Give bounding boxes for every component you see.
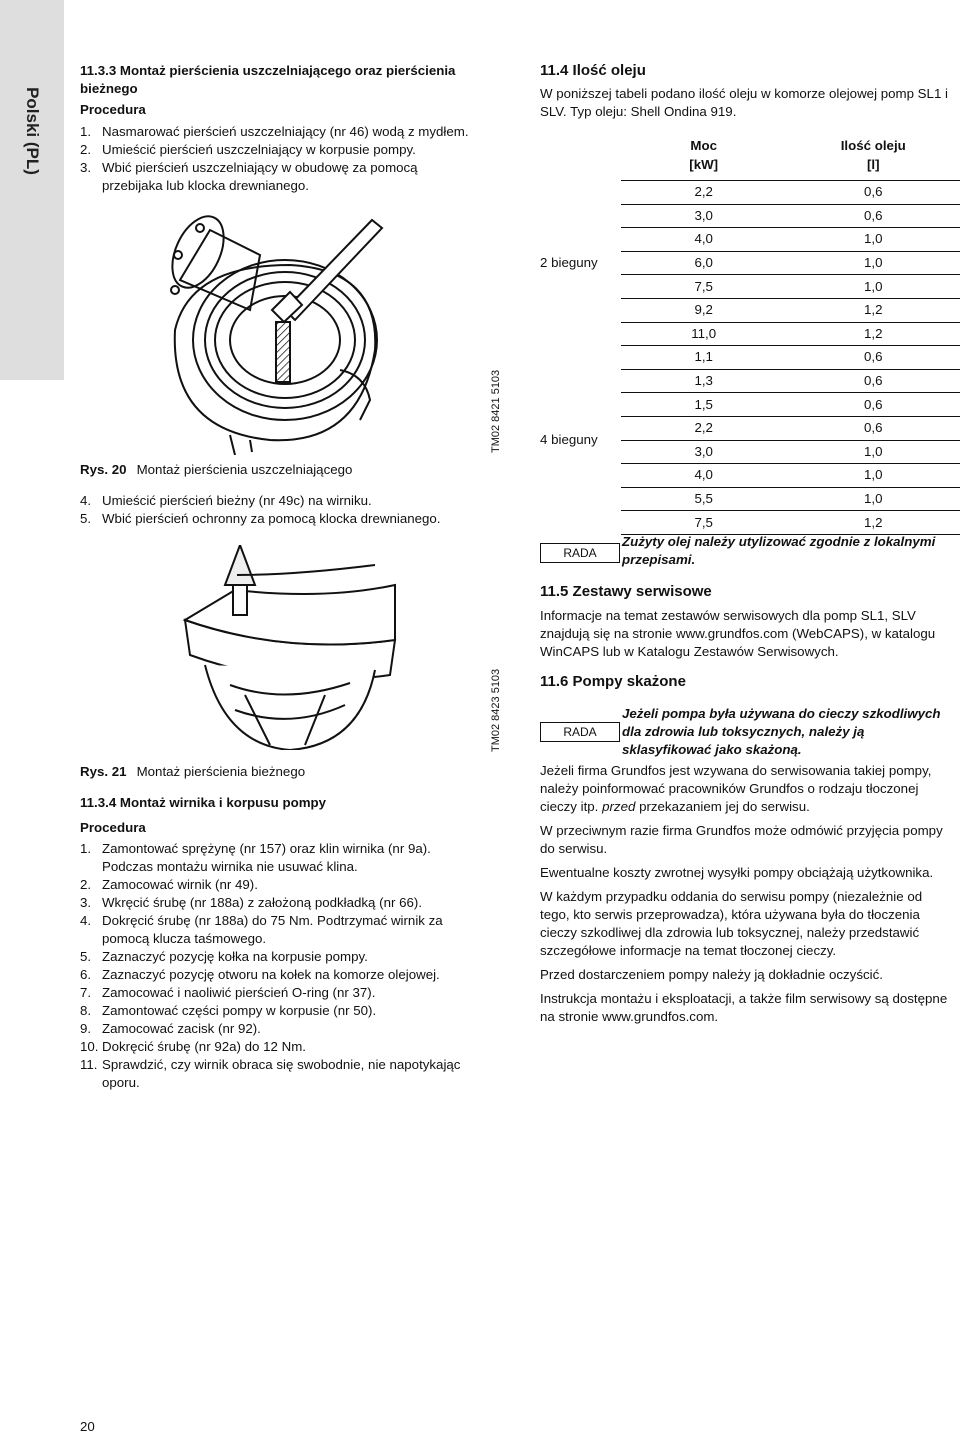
table-cell-oil: 0,6 <box>787 346 960 370</box>
list-item-number: 4. <box>80 493 92 508</box>
list-item <box>80 966 480 984</box>
list-item-number: 6. <box>80 967 92 982</box>
list-item-number: 8. <box>80 1003 92 1018</box>
section-11-6-title: 11.6 Pompy skażone <box>540 673 686 690</box>
table-cell-oil: 1,0 <box>787 228 960 252</box>
list-item <box>80 894 480 912</box>
list-item-number: 7. <box>80 985 92 1000</box>
figure-20-caption <box>80 461 352 479</box>
list-item-number: 1. <box>80 841 92 856</box>
list-item-text: Zamocować zacisk (nr 92). <box>102 1021 261 1036</box>
table-cell-power: 4,0 <box>621 464 787 488</box>
section-11-5-title: 11.5 Zestawy serwisowe <box>540 583 712 600</box>
steps-list-b <box>80 492 500 528</box>
table-cell-oil: 1,0 <box>787 275 960 299</box>
seal-ring-figure <box>150 210 430 455</box>
table-cell-power: 1,5 <box>621 393 787 417</box>
figure-20-code: TM02 8421 5103 <box>490 369 502 453</box>
table-cell-power: 2,2 <box>621 181 787 205</box>
rada-badge-1: RADA <box>540 543 620 563</box>
list-item-text: Dokręcić śrubę (nr 188a) do 75 Nm. Podtrzymać wirnik za pomocą klucza taśmowego. <box>102 913 443 946</box>
figure-21-text: Montaż pierścienia bieżnego <box>136 764 306 779</box>
table-cell-power: 3,0 <box>621 440 787 464</box>
table-group-label: 4 bieguny <box>540 432 598 448</box>
table-cell-oil: 1,0 <box>787 251 960 275</box>
list-item <box>80 1038 480 1056</box>
paragraph-1: Jeżeli firma Grundfos jest wzywana do serwisowania takiej pompy, należy poinformować pracowników Grundfos o rodzaju tłoczonej cieczy itp. przed przekazaniem jej do serwisu. <box>540 763 932 814</box>
paragraph-6: Instrukcja montażu i eksploatacji, a także film serwisowy są dostępne na stronie www.grundfos.com. <box>540 991 948 1024</box>
language-tab-label: Polski (PL) <box>23 87 42 175</box>
table-cell-oil: 0,6 <box>787 393 960 417</box>
list-item-text: Zaznaczyć pozycję kołka na korpusie pompy. <box>102 949 368 964</box>
list-item-number: 1. <box>80 124 92 139</box>
list-item-text: Zaznaczyć pozycję otworu na kołek na komorze olejowej. <box>102 967 440 982</box>
list-item-text: Wbić pierścień ochronny za pomocą klocka drewnianego. <box>102 511 441 526</box>
list-item-number: 2. <box>80 877 92 892</box>
list-item-text: Zamocować wirnik (nr 49). <box>102 877 258 892</box>
list-item-number: 5. <box>80 511 92 526</box>
list-item <box>80 141 480 159</box>
list-item-number: 5. <box>80 949 92 964</box>
table-cell-power: 3,0 <box>621 204 787 228</box>
table-cell-oil: 0,6 <box>787 204 960 228</box>
table-header-oil: Ilość oleju [l] <box>840 138 906 172</box>
wear-ring-figure <box>175 545 405 750</box>
list-item-text: Wkręcić śrubę (nr 188a) z założoną podkładką (nr 66). <box>102 895 423 910</box>
paragraph-3: Ewentualne koszty zwrotnej wysyłki pompy obciążają użytkownika. <box>540 865 934 880</box>
rada-text-2: Jeżeli pompa była używana do cieczy szkodliwych dla zdrowia lub toksycznych, należy ją sklasyfikować jako skażoną. <box>622 706 941 757</box>
list-item <box>80 984 480 1002</box>
table-cell-oil: 0,6 <box>787 416 960 440</box>
rada-badge-2: RADA <box>540 722 620 742</box>
list-item-number: 11. <box>80 1057 98 1072</box>
table-cell-power: 7,5 <box>621 275 787 299</box>
list-item-number: 3. <box>80 160 92 175</box>
table-cell-oil: 0,6 <box>787 369 960 393</box>
section-11-4-title: 11.4 Ilość oleju <box>540 62 646 79</box>
list-item-number: 10. <box>80 1039 99 1054</box>
rada-text-1: Zużyty olej należy utylizować zgodnie z lokalnymi przepisami. <box>622 534 936 567</box>
list-item <box>80 123 480 141</box>
table-row <box>540 346 960 370</box>
list-item <box>80 1002 480 1020</box>
list-item <box>80 1056 480 1092</box>
table-cell-power: 5,5 <box>621 487 787 511</box>
list-item <box>80 492 500 510</box>
table-cell-oil: 1,0 <box>787 464 960 488</box>
table-group-label: 2 bieguny <box>540 255 598 271</box>
section-11-5-text: Informacje na temat zestawów serwisowych dla pomp SL1, SLV znajdują się na stronie www.grundfos.com (WebCAPS), w katalogu WinCAPS lub w Katalogu Zestawów Serwisowych. <box>540 608 936 659</box>
table-cell-power: 7,5 <box>621 511 787 535</box>
table-cell-oil: 1,2 <box>787 322 960 346</box>
oil-quantity-table <box>540 136 960 535</box>
section-11-3-3-title: 11.3.3 Montaż pierścienia uszczelniającego oraz pierścienia bieżnego <box>80 63 456 96</box>
table-cell-power: 11,0 <box>621 322 787 346</box>
list-item <box>80 159 480 195</box>
list-item-text: Umieścić pierścień bieżny (nr 49c) na wirniku. <box>102 493 372 508</box>
list-item-text: Sprawdzić, czy wirnik obraca się swobodnie, nie napotykając oporu. <box>102 1057 461 1090</box>
list-item-number: 9. <box>80 1021 92 1036</box>
paragraph-4: W każdym przypadku oddania do serwisu pompy (niezależnie od tego, kto serwis przeprowadza), która używana była do tłoczenia cieczy szkodliwej dla zdrowia lub toksycznej, należy przedstawić szczegółowe informacje na temat tłoczonej cieczy. <box>540 889 923 958</box>
list-item-text: Zamocować i naoliwić pierścień O-ring (nr 37). <box>102 985 376 1000</box>
list-item <box>80 948 480 966</box>
list-item-number: 3. <box>80 895 92 910</box>
steps-list-c <box>80 840 480 1092</box>
table-row <box>540 181 960 205</box>
list-item-text: Zamontować części pompy w korpusie (nr 50). <box>102 1003 377 1018</box>
list-item-number: 4. <box>80 913 92 928</box>
figure-20-label: Rys. 20 <box>80 462 127 477</box>
table-cell-power: 2,2 <box>621 416 787 440</box>
list-item-number: 2. <box>80 142 92 157</box>
page-number: 20 <box>80 1419 95 1434</box>
steps-list-a <box>80 123 480 195</box>
table-header-power: Moc [kW] <box>689 138 719 172</box>
figure-21-caption <box>80 763 305 781</box>
table-cell-oil: 0,6 <box>787 181 960 205</box>
list-item-text: Wbić pierścień uszczelniający w obudowę za pomocą przebijaka lub klocka drewnianego. <box>102 160 418 193</box>
table-cell-oil: 1,0 <box>787 487 960 511</box>
table-cell-power: 9,2 <box>621 298 787 322</box>
section-11-4-intro: W poniższej tabeli podano ilość oleju w komorze olejowej pomp SL1 i SLV. Typ oleju: Shell Ondina 919. <box>540 86 948 119</box>
paragraph-2: W przeciwnym razie firma Grundfos może odmówić przyjęcia pompy do serwisu. <box>540 823 943 856</box>
section-11-3-4-title: 11.3.4 Montaż wirnika i korpusu pompy <box>80 795 327 810</box>
table-cell-oil: 1,2 <box>787 511 960 535</box>
list-item-text: Dokręcić śrubę (nr 92a) do 12 Nm. <box>102 1039 306 1054</box>
list-item-text: Umieścić pierścień uszczelniający w korpusie pompy. <box>102 142 416 157</box>
language-side-tab <box>0 0 64 380</box>
table-cell-power: 6,0 <box>621 251 787 275</box>
figure-21-code: TM02 8423 5103 <box>490 668 502 752</box>
list-item-text: Nasmarować pierścień uszczelniający (nr 46) wodą z mydłem. <box>102 124 469 139</box>
procedure-label-c: Procedura <box>80 820 146 835</box>
list-item <box>80 912 480 948</box>
table-cell-power: 1,1 <box>621 346 787 370</box>
list-item <box>80 876 480 894</box>
procedure-label-a: Procedura <box>80 102 146 117</box>
figure-21-label: Rys. 21 <box>80 764 127 779</box>
section-11-6-body <box>540 762 955 1032</box>
list-item <box>80 1020 480 1038</box>
table-cell-power: 1,3 <box>621 369 787 393</box>
table-cell-power: 4,0 <box>621 228 787 252</box>
paragraph-5: Przed dostarczeniem pompy należy ją dokładnie oczyścić. <box>540 967 883 982</box>
figure-20-text: Montaż pierścienia uszczelniającego <box>136 462 353 477</box>
list-item <box>80 510 500 528</box>
list-item <box>80 840 480 876</box>
table-cell-oil: 1,2 <box>787 298 960 322</box>
list-item-text: Zamontować sprężynę (nr 157) oraz klin wirnika (nr 9a). Podczas montażu wirnika nie usuwać klina. <box>102 841 431 874</box>
table-cell-oil: 1,0 <box>787 440 960 464</box>
